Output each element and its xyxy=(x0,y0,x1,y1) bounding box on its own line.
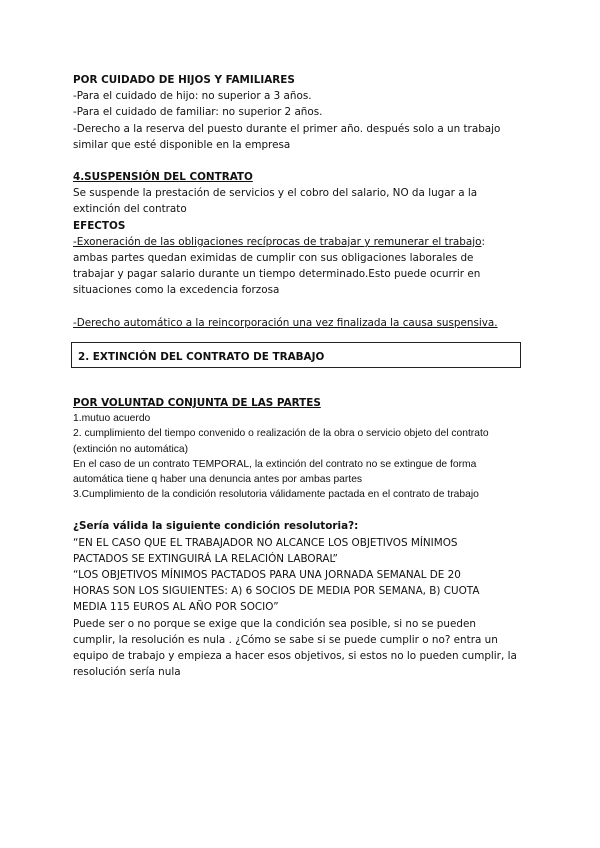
text-line: 2. cumplimiento del tiempo convenido o realización de la obra o servicio objeto del contrato xyxy=(73,428,489,440)
colon: : xyxy=(481,235,485,248)
answer-line: Puede ser o no porque se exige que la condición sea posible, si no se pueden xyxy=(73,617,476,630)
underlined-text: -Exoneración de las obligaciones recíprocas de trabajar y remunerar el trabajo xyxy=(73,235,482,248)
text-line: situaciones como la excedencia forzosa xyxy=(73,284,280,297)
text-line-derecho: -Derecho automático a la reincorporación una vez finalizada la causa suspensiva. xyxy=(73,316,498,329)
quote-line: PACTADOS SE EXTINGUIRÁ LA RELACIÓN LABORAL” xyxy=(73,552,338,565)
text-line: 3.Cumplimiento de la condición resolutoria válidamente pactada en el contrato de trabajo xyxy=(73,489,479,501)
heading-suspension: 4.SUSPENSIÓN DEL CONTRATO xyxy=(73,171,253,184)
text-line-efectos xyxy=(73,234,533,250)
document-page-lower xyxy=(73,395,533,680)
text-line: extinción del contrato xyxy=(73,203,187,216)
quote-line: MEDIA 115 EUROS AL AÑO POR SOCIO” xyxy=(73,601,279,614)
text-line: trabajar y pagar salario durante un tiempo determinado.Esto puede ocurrir en xyxy=(73,268,481,281)
box-title: 2. EXTINCIÓN DEL CONTRATO DE TRABAJO xyxy=(78,351,325,363)
answer-line: cumplir, la resolución es nula . ¿Cómo se sabe si se puede cumplir o no? entra un xyxy=(73,633,498,646)
answer-line: equipo de trabajo y empieza a hacer esos objetivos, si estos no lo pueden cumplir, la xyxy=(73,650,517,663)
text-line: -Para el cuidado de familiar: no superior 2 años. xyxy=(73,106,323,119)
heading-voluntad-conjunta: POR VOLUNTAD CONJUNTA DE LAS PARTES xyxy=(73,397,321,409)
quote-line: “LOS OBJETIVOS MÍNIMOS PACTADOS PARA UNA JORNADA SEMANAL DE 20 xyxy=(73,569,461,582)
text-line: -Derecho a la reserva del puesto durante el primer año. después solo a un trabajo xyxy=(73,122,501,135)
text-line: En el caso de un contrato TEMPORAL, la extinción del contrato no se extingue de forma xyxy=(73,458,477,470)
text-line: ambas partes quedan eximidas de cumplir con sus obligaciones laborales de xyxy=(73,252,474,265)
heading-efectos: EFECTOS xyxy=(73,219,126,232)
text-line: automática tiene q haber una denuncia antes por ambas partes xyxy=(73,474,363,486)
document-page xyxy=(73,72,533,331)
question-heading: ¿Sería válida la siguiente condición resolutoria?: xyxy=(73,520,359,533)
heading-cuidado-hijos: POR CUIDADO DE HIJOS Y FAMILIARES xyxy=(73,74,295,86)
text-line: similar que esté disponible en la empresa xyxy=(73,138,291,151)
text-line: Se suspende la prestación de servicios y el cobro del salario, NO da lugar a la xyxy=(73,187,478,200)
text-line: -Para el cuidado de hijo: no superior a 3 años. xyxy=(73,90,312,103)
quote-line: HORAS SON LOS SIGUIENTES: A) 6 SOCIOS DE MEDIA POR SEMANA, B) CUOTA xyxy=(73,585,480,598)
answer-line: resolución sería nula xyxy=(73,666,181,679)
text-line: 1.mutuo acuerdo xyxy=(73,413,151,425)
quote-line: “EN EL CASO QUE EL TRABAJADOR NO ALCANCE LOS OBJETIVOS MÍNIMOS xyxy=(73,536,458,549)
text-line: (extinción no automática) xyxy=(73,443,189,455)
section-box-extincion xyxy=(71,342,521,368)
